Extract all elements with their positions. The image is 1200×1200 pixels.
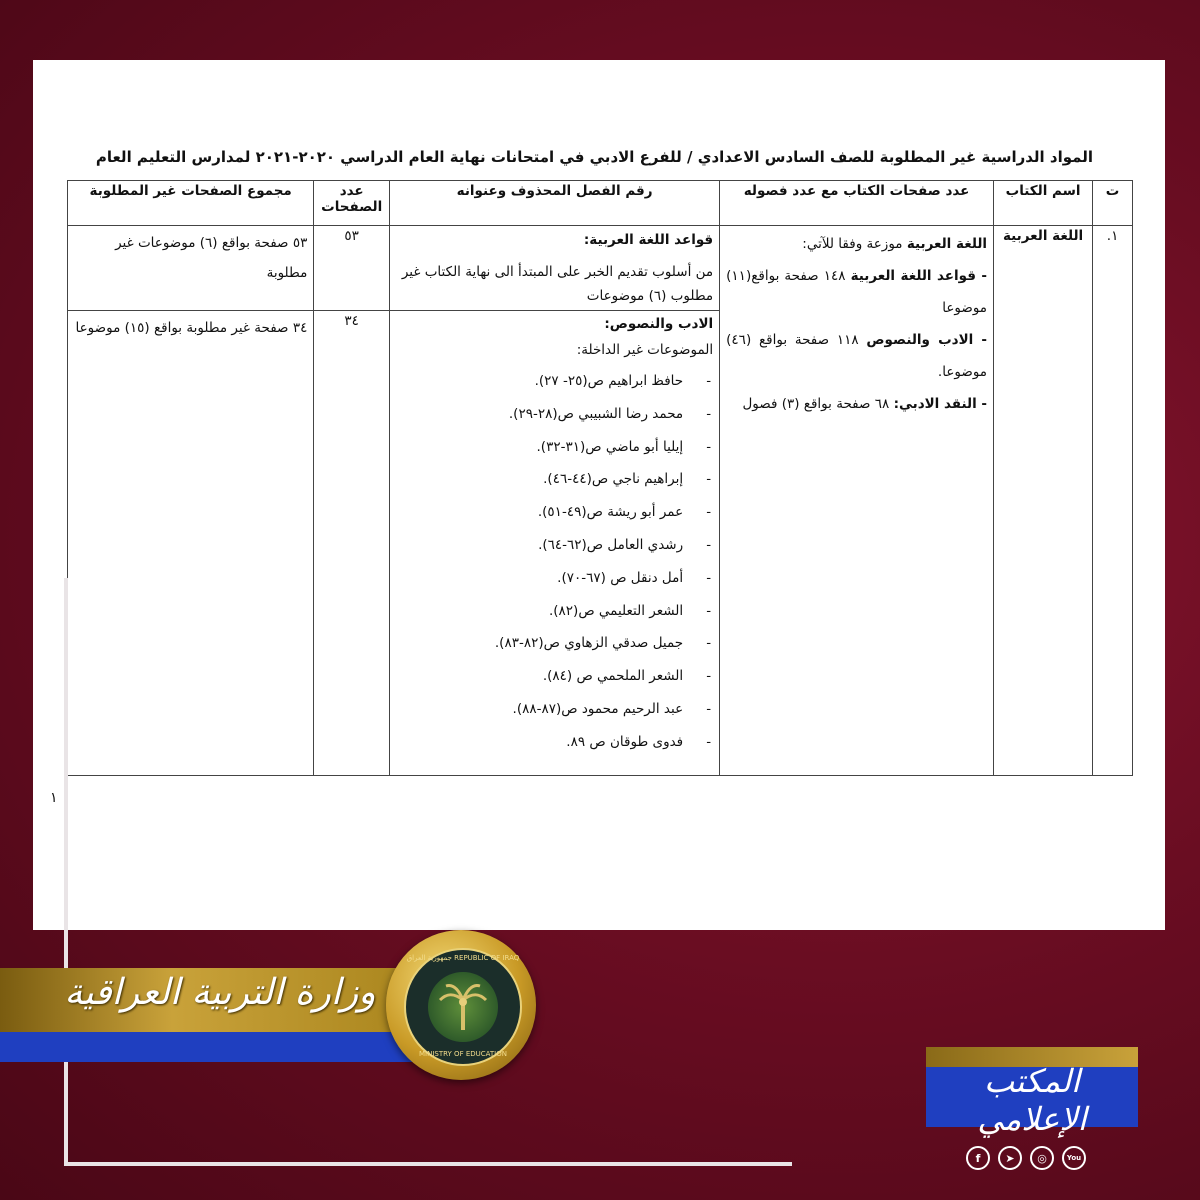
social-links: [966, 1146, 1086, 1170]
pages-item: [726, 260, 987, 324]
document-title: المواد الدراسية غير المطلوبة للصف السادس الاعدادي / للفرع الادبي في امتحانات نهاية العام الدراسي ٢٠٢٠-٢٠٢١ لمدارس التعليم العام: [95, 148, 1093, 166]
frame-line-bottom: [64, 1162, 792, 1166]
pages-intro: [726, 228, 987, 260]
emblem-inner: [404, 948, 522, 1066]
ministry-blue-band: [0, 1032, 420, 1062]
page-number: ١: [50, 790, 58, 806]
pages-item-bold: - قواعد اللغة العربية: [850, 268, 988, 284]
facebook-icon[interactable]: f: [966, 1146, 990, 1170]
telegram-icon[interactable]: ➤: [998, 1146, 1022, 1170]
palm-tree-icon: [428, 972, 498, 1042]
media-office-name: المكتب الإعلامي: [977, 1062, 1087, 1138]
emblem-text-top: جمهورية العراق REPUBLIC OF IRAQ: [406, 954, 520, 962]
list-item: - رشدي العامل ص(٦٢-٦٤).: [396, 529, 713, 562]
ministry-emblem-icon: [386, 930, 536, 1080]
literature-list: [396, 365, 713, 759]
grammar-text: من أسلوب تقديم الخبر على المبتدأ الى نهاية الكتاب غير مطلوب (٦) موضوعات: [401, 264, 714, 304]
header-chapter: رقم الفصل المحذوف وعنوانه: [390, 181, 720, 226]
document-page: [33, 60, 1165, 930]
list-item: - حافظ ابراهيم ص(٢٥- ٢٧).: [396, 365, 713, 398]
youtube-icon[interactable]: You: [1062, 1146, 1086, 1170]
grammar-title: قواعد اللغة العربية:: [583, 232, 714, 248]
row-pages: [720, 226, 994, 776]
list-item: - عبد الرحيم محمود ص(٨٧-٨٨).: [396, 693, 713, 726]
pages-item-text: ١٤٨ صفحة بواقع(١١) موضوعا: [726, 268, 988, 316]
emblem-text-bottom: MINISTRY OF EDUCATION: [419, 1050, 507, 1058]
literature-count: ٣٤: [314, 311, 390, 776]
frame-line-left: [64, 578, 68, 1166]
pages-item: [726, 388, 987, 420]
grammar-count: ٥٣: [314, 226, 390, 311]
pages-item-bold: - النقد الادبي:: [893, 396, 988, 412]
literature-cell: [390, 311, 720, 776]
table-row: [68, 226, 1133, 311]
pages-item-bold: - الادب والنصوص: [866, 332, 988, 348]
header-count: عدد الصفحات: [314, 181, 390, 226]
list-item: - الشعر التعليمي ص(٨٢).: [396, 595, 713, 628]
list-item: - إيليا أبو ماضي ص(٣١-٣٢).: [396, 431, 713, 464]
row-num: ١.: [1093, 226, 1133, 776]
grammar-total: ٥٣ صفحة بواقع (٦) موضوعات غير مطلوبة: [68, 226, 314, 311]
list-item: - جميل صدقي الزهاوي ص(٨٢-٨٣).: [396, 627, 713, 660]
ministry-name: وزارة التربية العراقية: [64, 972, 376, 1013]
list-item: - الشعر الملحمي ص (٨٤).: [396, 660, 713, 693]
table-header-row: [68, 181, 1133, 226]
list-item: - عمر أبو ريشة ص(٤٩-٥١).: [396, 496, 713, 529]
list-item: - أمل دنقل ص (٦٧-٧٠).: [396, 562, 713, 595]
literature-title: الادب والنصوص:: [604, 316, 714, 332]
pages-item: [726, 324, 987, 388]
grammar-cell: [390, 226, 720, 311]
header-total: مجموع الصفحات غير المطلوبة: [68, 181, 314, 226]
literature-subtitle: الموضوعات غير الداخلة:: [576, 342, 714, 358]
pages-intro-bold: اللغة العربية: [906, 236, 988, 252]
header-pages: عدد صفحات الكتاب مع عدد فصوله: [720, 181, 994, 226]
literature-total: ٣٤ صفحة غير مطلوبة بواقع (١٥) موضوعا: [68, 311, 314, 776]
website-icon[interactable]: ◎: [1030, 1146, 1054, 1170]
pages-item-text: ٦٨ صفحة بواقع (٣) فصول: [742, 396, 894, 412]
list-item: - محمد رضا الشبيبي ص(٢٨-٢٩).: [396, 398, 713, 431]
list-item: - فدوى طوقان ص ٨٩.: [396, 726, 713, 759]
pages-intro-text: موزعة وفقا للآتي:: [802, 236, 907, 252]
header-num: ت: [1093, 181, 1133, 226]
header-book: اسم الكتاب: [994, 181, 1093, 226]
pages-item-text: ١١٨ صفحة بواقع (٤٦) موضوعا.: [726, 332, 988, 380]
list-item: - إبراهيم ناجي ص(٤٤-٤٦).: [396, 463, 713, 496]
row-book: اللغة العربية: [994, 226, 1093, 776]
subjects-table: [67, 180, 1133, 776]
